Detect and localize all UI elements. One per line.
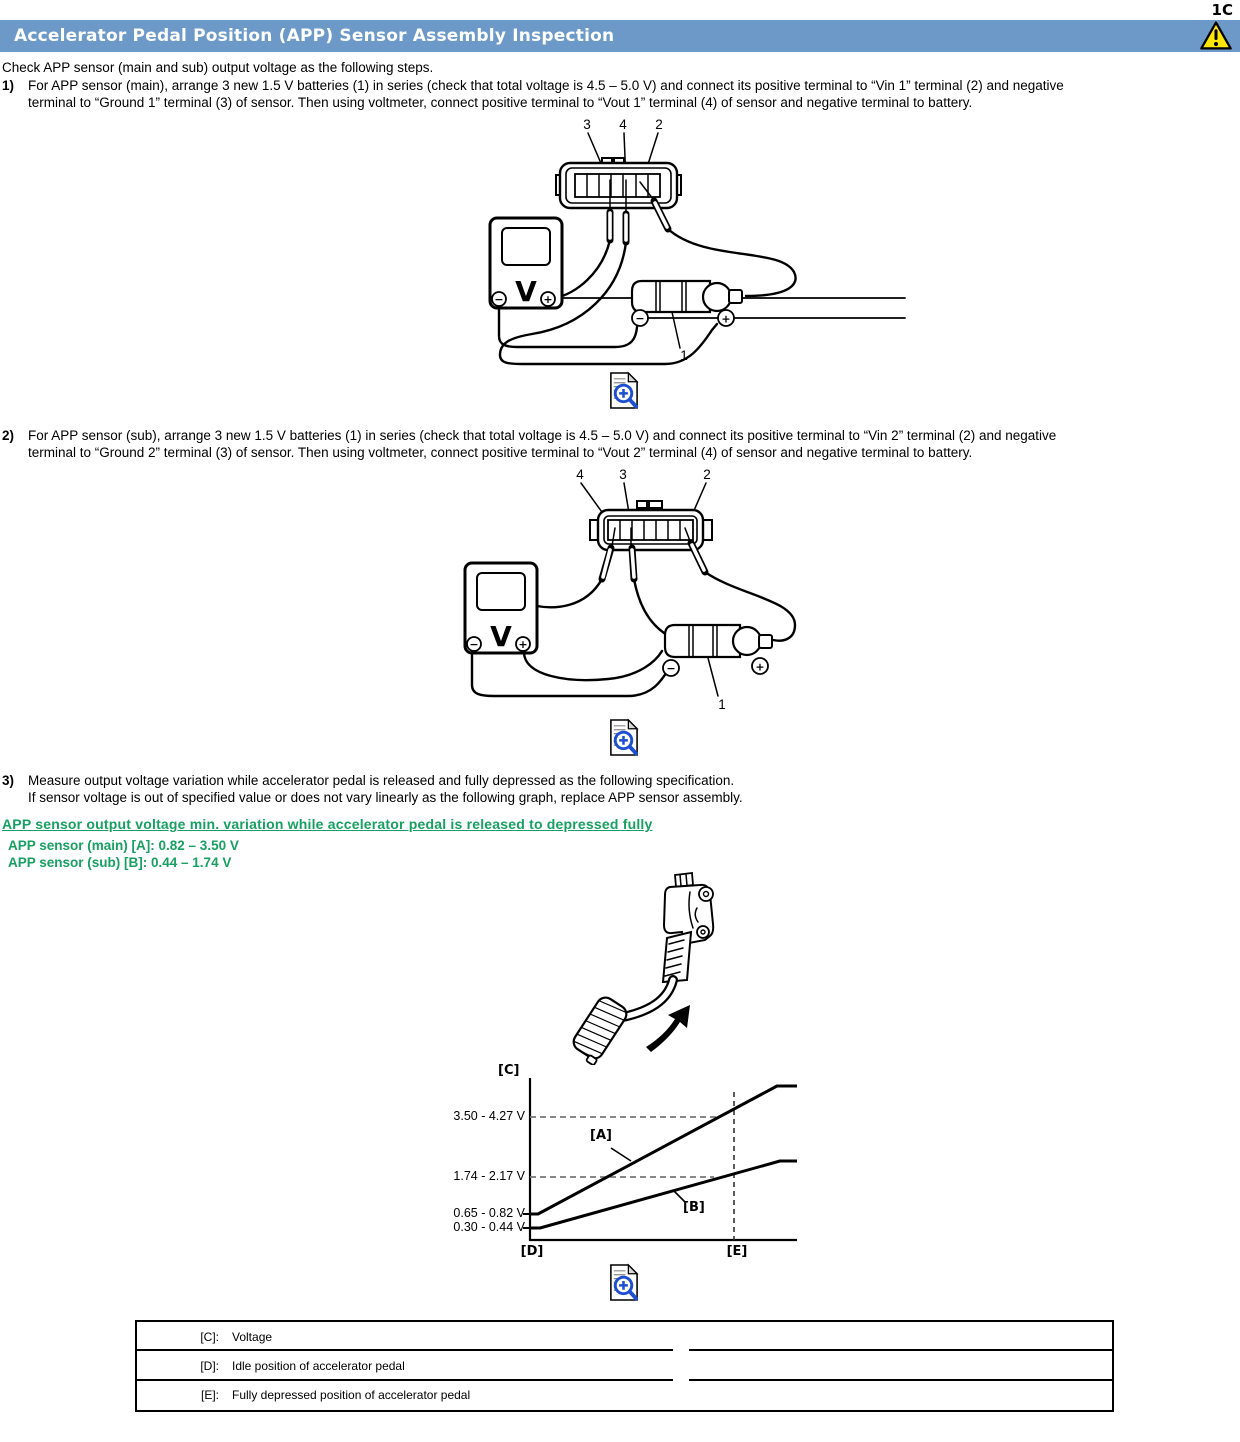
series-b-label: [B] <box>683 1200 705 1215</box>
row-separator <box>137 1349 1112 1351</box>
voltmeter-display <box>502 228 550 265</box>
step-1-text-line-2: terminal to “Ground 1” terminal (3) of sensor. Then using voltmeter, connect positive terminal to “Vout 1” terminal (4) of sensor and negative terminal to battery. <box>28 95 973 110</box>
step-1-text-line-1: For APP sensor (main), arrange 3 new 1.5 V batteries (1) in series (check that total voltage is 4.5 – 5.0 V) and connect its positive terminal to “Vin 1” terminal (2) and negative <box>28 78 1064 93</box>
callout-leader <box>708 658 718 696</box>
callout-number-vin2: 2 <box>703 467 711 482</box>
callout-number-vout2: 4 <box>576 467 584 482</box>
graph-ytick-3: 0.65 - 0.82 V <box>453 1206 525 1220</box>
minus-symbol: − <box>469 638 479 651</box>
zoom-image-icon[interactable] <box>607 718 640 762</box>
step-3-text-line-2: If sensor voltage is out of specified value or does not vary linearly as the following graph, replace APP sensor assembly. <box>28 790 743 805</box>
minus-symbol: − <box>666 662 676 675</box>
voltmeter-display <box>477 573 525 610</box>
graph-xlabel-d: [D] <box>520 1244 544 1259</box>
wire <box>499 306 637 347</box>
minus-symbol: − <box>635 312 645 325</box>
sensor-connector <box>556 158 681 208</box>
step-3-number: 3) <box>2 773 15 788</box>
legend-value: Idle position of accelerator pedal <box>232 1358 405 1373</box>
wire <box>634 579 664 633</box>
spec-sub-value: APP sensor (sub) [B]: 0.44 – 1.74 V <box>8 855 232 870</box>
voltmeter <box>490 218 562 308</box>
callout-number-ground2: 3 <box>619 467 627 482</box>
graph-ytick-1: 3.50 - 4.27 V <box>453 1109 525 1123</box>
legend-row-e <box>137 1381 1112 1410</box>
wire <box>472 652 668 696</box>
wiring-diagram-main <box>460 112 920 372</box>
wire <box>537 579 602 607</box>
minus-symbol: − <box>494 293 504 306</box>
battery-pack <box>663 625 772 676</box>
callout-number-ground1: 3 <box>583 117 591 132</box>
series-b-line <box>530 1161 797 1228</box>
voltmeter-label: V <box>515 275 537 308</box>
callout-number-battery: 1 <box>718 697 726 712</box>
row-separator <box>137 1379 1112 1381</box>
step-2-number: 2) <box>2 428 15 443</box>
plus-symbol: + <box>721 312 731 326</box>
plus-symbol: + <box>543 293 553 306</box>
legend-value: Voltage <box>232 1329 273 1344</box>
step-3-text-line-1: Measure output voltage variation while accelerator pedal is released and fully depressed as the following specification. <box>28 773 735 788</box>
legend-key: [D]: <box>200 1358 219 1373</box>
spec-heading: APP sensor output voltage min. variation while accelerator pedal is released to depressed fully <box>2 816 653 832</box>
voltmeter <box>465 563 537 653</box>
step-2-text-line-1: For APP sensor (sub), arrange 3 new 1.5 V batteries (1) in series (check that total voltage is 4.5 – 5.0 V) and connect its positive terminal to “Vin 2” terminal (2) and negative <box>28 428 1057 443</box>
graph-xlabel-e: [E] <box>726 1244 748 1259</box>
intro-text: Check APP sensor (main and sub) output voltage as the following steps. <box>2 60 434 75</box>
step-1-number: 1) <box>2 78 15 93</box>
section-title: Accelerator Pedal Position (APP) Sensor Assembly Inspection <box>14 26 615 46</box>
spec-main-value: APP sensor (main) [A]: 0.82 – 3.50 V <box>8 838 239 853</box>
graph-axes <box>530 1078 797 1240</box>
series-a-label: [A] <box>590 1128 612 1143</box>
voltmeter-label: V <box>490 620 512 653</box>
graph-y-axis-label: [C] <box>498 1063 520 1078</box>
series-a-leader <box>611 1148 631 1161</box>
callout-number-vout1: 4 <box>619 117 627 132</box>
pedal-illustration <box>560 870 730 1065</box>
wire <box>524 651 662 680</box>
plus-symbol: + <box>755 660 765 674</box>
battery-pack <box>632 281 742 326</box>
zoom-image-icon[interactable] <box>607 1263 640 1307</box>
warning-icon <box>1200 21 1232 55</box>
output-voltage-graph <box>440 1060 812 1265</box>
legend-value: Fully depressed position of accelerator pedal <box>232 1388 471 1403</box>
wiring-diagram-sub <box>450 462 910 717</box>
step-2-text-line-2: terminal to “Ground 2” terminal (3) of sensor. Then using voltmeter, connect positive terminal to “Vout 2” terminal (4) of sensor and negative terminal to battery. <box>28 445 973 460</box>
legend-key: [E]: <box>200 1388 219 1403</box>
callout-number-battery: 1 <box>680 348 688 363</box>
legend-table <box>135 1320 1114 1412</box>
legend-row-c <box>137 1322 1112 1351</box>
callout-number-vin1: 2 <box>655 117 663 132</box>
section-header-bar <box>0 20 1240 52</box>
graph-ytick-2: 1.74 - 2.17 V <box>453 1169 525 1183</box>
plus-symbol: + <box>518 638 528 651</box>
legend-row-d <box>137 1351 1112 1380</box>
zoom-image-icon[interactable] <box>607 371 640 415</box>
app-sensor-body <box>663 873 713 982</box>
graph-ytick-4: 0.30 - 0.44 V <box>453 1220 525 1234</box>
pedal-pad <box>566 993 632 1065</box>
graph-canvas <box>440 1060 812 1265</box>
page-code: 1C <box>1211 1 1233 19</box>
depress-direction-arrow <box>646 1005 690 1052</box>
legend-key: [C]: <box>200 1329 219 1344</box>
